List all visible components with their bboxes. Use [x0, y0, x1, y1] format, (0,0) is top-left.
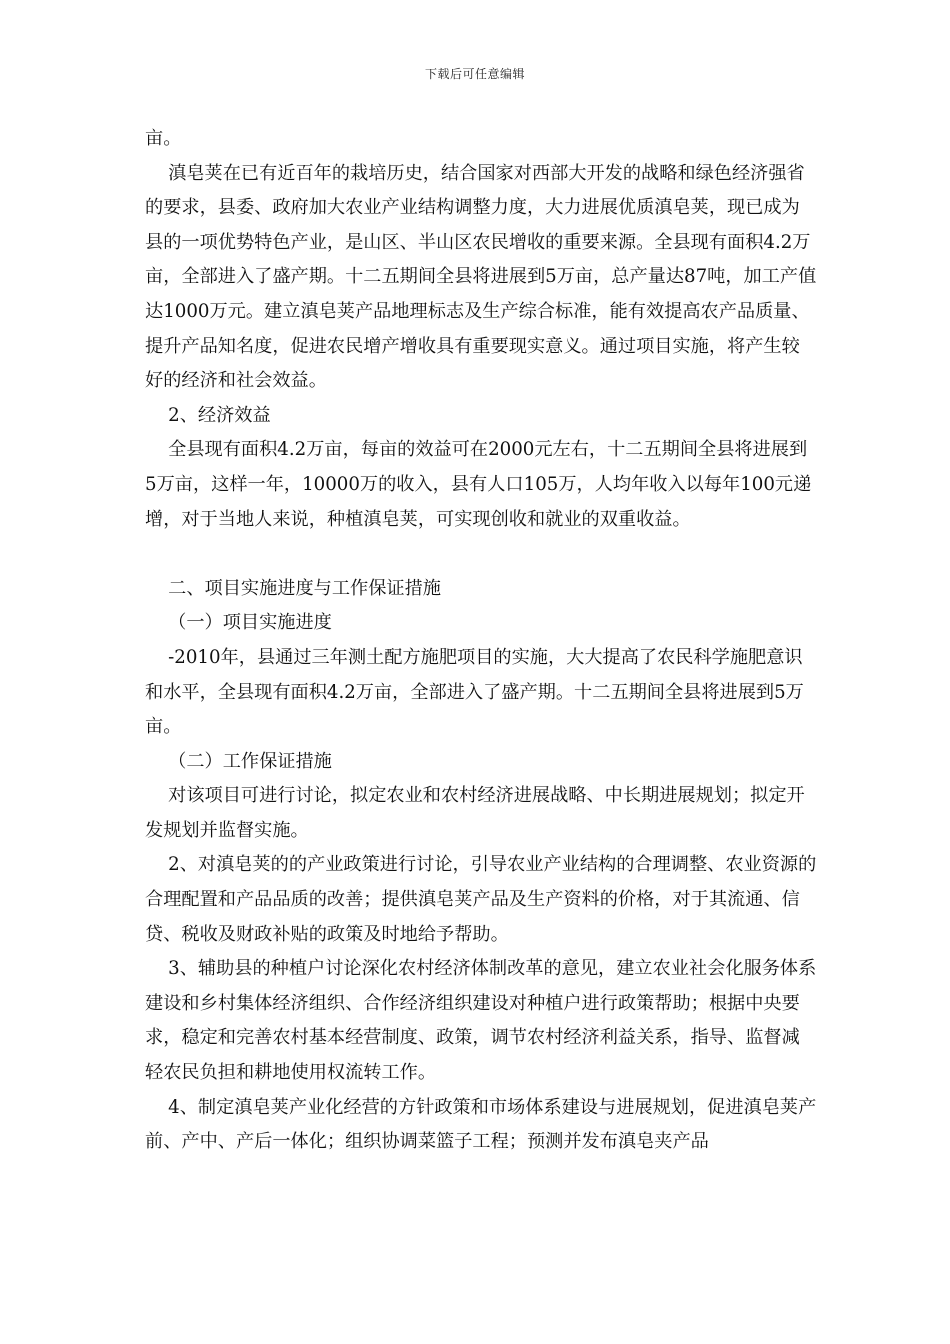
- blank-line: [145, 537, 817, 572]
- page-header: 下载后可任意编辑: [424, 67, 525, 81]
- paragraph-guarantee-3: 3、辅助县的种植户讨论深化农村经济体制改革的意见，建立农业社会化服务体系建设和乡村集体经济组织、合作经济组织建设对种植户进行政策帮助；根据中央要求，稳定和完善农村基本经营制度、政策，调节农村经济利益关系，指导、监督减轻农民负担和耕地使用权流转工作。: [145, 958, 817, 1084]
- heading-work-guarantee: （二）工作保证措施: [145, 750, 332, 772]
- paragraph-economic-benefit: 全县现有面积4.2万亩，每亩的效益可在2000元左右，十二五期间全县将进展到5万亩，这样一年，10000万的收入，县有人口105万，人均年收入以每年100元递增，对于当地人来说，种植滇皂荚，可实现创收和就业的双重收益。: [145, 439, 812, 530]
- paragraph-implementation-progress: -2010年，县通过三年测土配方施肥项目的实施，大大提高了农民科学施肥意识和水平，全县现有面积4.2万亩，全部进入了盛产期。十二五期间全县将进展到5万亩。: [145, 646, 804, 738]
- paragraph-guarantee-4: 4、制定滇皂荚产业化经营的方针政策和市场体系建设与进展规划，促进滇皂荚产前、产中、产后一体化；组织协调菜篮子工程；预测并发布滇皂夹产品: [145, 1096, 817, 1153]
- paragraph-guarantee-1: 对该项目可进行讨论，拟定农业和农村经济进展战略、中长期进展规划；拟定开发规划并监督实施。: [145, 785, 805, 841]
- heading-economic-benefit: 2、经济效益: [145, 404, 271, 426]
- heading-implementation-progress: （一）项目实施进度: [145, 612, 332, 634]
- heading-section-two: 二、项目实施进度与工作保证措施: [145, 577, 441, 599]
- document-body: [145, 122, 817, 1160]
- paragraph-guarantee-2: 2、对滇皂荚的的产业政策进行讨论，引导农业产业结构的合理调整、农业资源的合理配置和产品品质的改善；提供滇皂荚产品及生产资料的价格，对于其流通、信贷、税收及财政补贴的政策及时地给予帮助。: [145, 854, 817, 945]
- paragraph-background: 滇皂荚在已有近百年的栽培历史，结合国家对西部大开发的战略和绿色经济强省的要求，县委、政府加大农业产业结构调整力度，大力进展优质滇皂荚，现已成为县的一项优势特色产业，是山区、半山区农民增收的重要来源。全县现有面积4.2万亩，全部进入了盛产期。十二五期间全县将进展到5万亩，总产量达87吨，加工产值达1000万元。建立滇皂荚产品地理标志及生产综合标准，能有效提高农产品质量、提升产品知名度，促进农民增产增收具有重要现实意义。通过项目实施，将产生较好的经济和社会效益。: [145, 162, 817, 392]
- paragraph-continuation: 亩。: [145, 128, 182, 149]
